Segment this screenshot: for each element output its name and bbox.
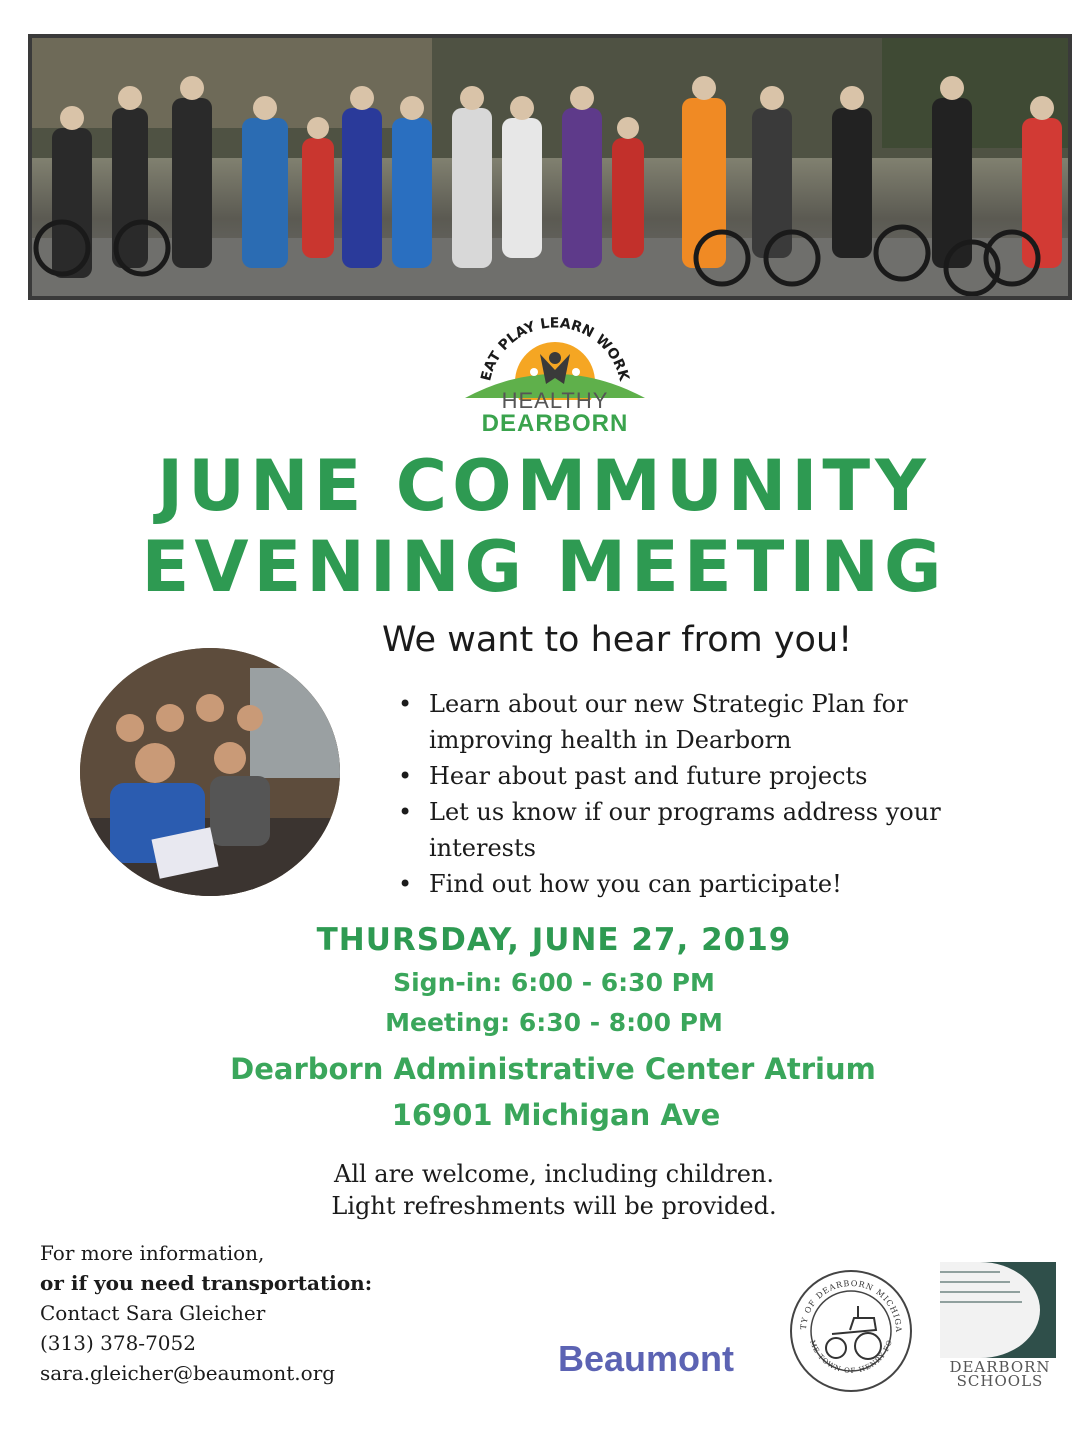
- logo-dearborn-text: DEARBORN: [481, 410, 629, 437]
- contact-email[interactable]: sara.gleicher@beaumont.org: [40, 1361, 336, 1385]
- logo-arc-text: EAT PLAY LEARN WORK: [478, 315, 632, 383]
- event-signin-time: Sign-in: 6:00 - 6:30 PM: [393, 968, 715, 997]
- children-photo: [80, 648, 340, 896]
- tagline: We want to hear from you!: [382, 620, 853, 660]
- title-line-1: JUNE COMMUNITY: [157, 445, 931, 527]
- welcome-text: All are welcome, including children.: [333, 1160, 775, 1188]
- city-seal-subtext: ME TOWN OF HENRY FO: [808, 1338, 895, 1376]
- event-meeting-time: Meeting: 6:30 - 8:00 PM: [385, 1008, 723, 1037]
- refreshments-text: Light refreshments will be provided.: [331, 1192, 777, 1220]
- contact-name: Contact Sara Gleicher: [40, 1301, 266, 1325]
- event-address: 16901 Michigan Ave: [391, 1098, 721, 1132]
- event-location: Dearborn Administrative Center Atrium: [230, 1052, 876, 1086]
- city-of-dearborn-seal: [788, 1268, 914, 1394]
- bullet-item: • Let us know if our programs address your interests: [398, 794, 958, 866]
- city-seal-text: TY OF DEARBORN MICHIGA: [798, 1278, 904, 1334]
- bullet-list: [398, 686, 958, 902]
- svg-text:CITY OF DEARBORN MICHIGAN: [788, 1268, 903, 1333]
- healthy-dearborn-logo: [460, 310, 650, 440]
- dearborn-schools-logo: [940, 1262, 1060, 1392]
- bullet-item: • Find out how you can participate!: [398, 866, 958, 902]
- bullet-item: • Learn about our new Strategic Plan for improving health in Dearborn: [398, 686, 958, 758]
- contact-line: For more information,: [40, 1241, 265, 1265]
- schools-text-line-1: DEARBORN: [949, 1358, 1051, 1376]
- bullet-item: • Hear about past and future projects: [398, 758, 958, 794]
- beaumont-logo: Beaumont: [558, 1338, 735, 1379]
- contact-phone[interactable]: (313) 378-7052: [40, 1331, 196, 1355]
- group-photo: [28, 34, 1072, 300]
- contact-line: or if you need transportation:: [40, 1271, 373, 1295]
- logo-healthy-text: HEALTHY: [501, 388, 609, 413]
- schools-text-line-2: SCHOOLS: [956, 1372, 1044, 1390]
- contact-block: [40, 1238, 372, 1388]
- logo-graphic: [460, 310, 650, 400]
- title-line-2: EVENING MEETING: [141, 526, 947, 608]
- event-date: THURSDAY, JUNE 27, 2019: [316, 922, 792, 958]
